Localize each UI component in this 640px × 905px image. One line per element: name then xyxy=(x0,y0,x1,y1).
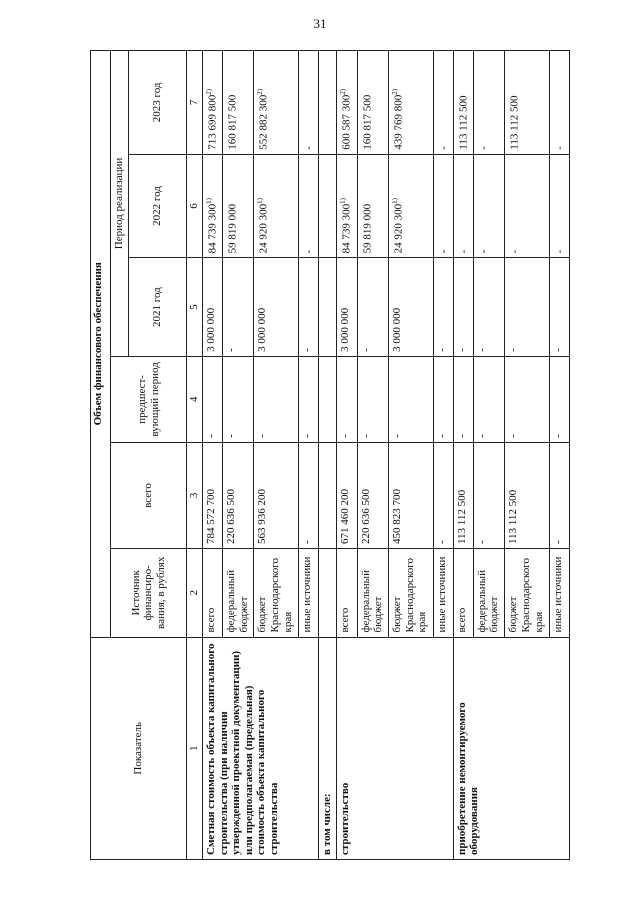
previous-period-cell: - xyxy=(357,356,388,442)
year-2022-cell xyxy=(299,154,319,258)
footnote-mark: 1) xyxy=(391,197,400,204)
year-2022-cell xyxy=(202,154,222,258)
year-2021-cell: - xyxy=(505,258,550,357)
year-2022-cell-value: 59 819 000 xyxy=(361,203,374,254)
year-2021-cell: - xyxy=(473,258,504,357)
total-cell: 220 636 500 xyxy=(222,442,253,548)
year-2022-cell-value: - xyxy=(477,249,490,254)
header-source: Источник финансиро-вания, в рублях xyxy=(110,549,187,637)
source-cell: бюджет Краснодарского края xyxy=(254,549,299,637)
year-2022-cell-value: - xyxy=(302,249,315,254)
year-2023-cell xyxy=(505,51,550,155)
page-number: 31 xyxy=(313,16,327,31)
empty-cell xyxy=(319,154,337,258)
year-2023-cell xyxy=(202,51,222,155)
source-cell: всего xyxy=(337,549,357,637)
footnote-mark: 2) xyxy=(391,88,400,95)
total-cell: - xyxy=(473,442,504,548)
year-2022-cell xyxy=(254,154,299,258)
source-cell: бюджет Краснодарского края xyxy=(389,549,434,637)
year-2023-cell-value: - xyxy=(553,146,566,150)
header-2021: 2021 год xyxy=(129,258,187,357)
year-2023-cell xyxy=(549,51,569,155)
previous-period-cell: - xyxy=(549,356,569,442)
total-cell: - xyxy=(299,442,319,548)
header-previous-period: предшест-вующий период xyxy=(110,356,187,442)
year-2023-cell xyxy=(337,51,357,155)
year-2023-cell xyxy=(222,51,253,155)
year-2022-cell xyxy=(222,154,253,258)
financing-table xyxy=(90,50,570,860)
year-2023-cell-value: 160 817 500 xyxy=(361,94,374,150)
year-2023-cell-value: - xyxy=(437,146,450,150)
year-2023-cell xyxy=(357,51,388,155)
total-cell: - xyxy=(433,442,453,548)
total-cell: 113 112 500 xyxy=(505,442,550,548)
year-2021-cell: 3 000 000 xyxy=(337,258,357,357)
year-2022-cell-value: 24 920 300 xyxy=(392,203,405,254)
previous-period-cell: - xyxy=(222,356,253,442)
construction-group xyxy=(337,51,453,860)
year-2023-cell-value: 713 699 800 xyxy=(206,94,219,150)
table-row xyxy=(202,51,222,860)
header-2022: 2022 год xyxy=(129,154,187,258)
year-2022-cell xyxy=(549,154,569,258)
previous-period-cell: - xyxy=(299,356,319,442)
empty-cell xyxy=(319,549,337,637)
year-2023-cell xyxy=(453,51,473,155)
year-2022-cell-value: 59 819 000 xyxy=(226,203,239,254)
year-2022-cell xyxy=(389,154,434,258)
equipment-group xyxy=(453,51,569,860)
footnote-mark: 2) xyxy=(339,88,348,95)
year-2021-cell: - xyxy=(453,258,473,357)
header-total: всего xyxy=(110,442,187,548)
previous-period-cell: - xyxy=(473,356,504,442)
empty-cell xyxy=(319,51,337,155)
source-cell: иные источники xyxy=(299,549,319,637)
year-2023-cell-value: - xyxy=(302,146,315,150)
col-number: 7 xyxy=(187,51,203,155)
year-2022-cell-value: 84 739 300 xyxy=(341,203,354,254)
year-2021-cell: 3 000 000 xyxy=(254,258,299,357)
estimate-group xyxy=(202,51,318,860)
footnote-mark: 2) xyxy=(256,88,265,95)
year-2022-cell-value: - xyxy=(508,249,521,254)
year-2022-cell xyxy=(505,154,550,258)
year-2023-cell-value: 552 882 300 xyxy=(258,94,271,150)
year-2022-cell xyxy=(433,154,453,258)
year-2022-cell xyxy=(473,154,504,258)
header-implementation-period: Период реализации xyxy=(110,51,128,357)
year-2022-cell xyxy=(453,154,473,258)
previous-period-cell: - xyxy=(453,356,473,442)
previous-period-cell: - xyxy=(202,356,222,442)
header-indicator: Показатель xyxy=(91,637,187,859)
col-number: 3 xyxy=(187,442,203,548)
empty-cell xyxy=(319,442,337,548)
year-2022-cell-value: - xyxy=(553,249,566,254)
year-2023-cell-value: 600 587 300 xyxy=(341,94,354,150)
previous-period-cell: - xyxy=(389,356,434,442)
year-2023-cell xyxy=(254,51,299,155)
col-number: 2 xyxy=(187,549,203,637)
source-cell: федеральный бюджет xyxy=(357,549,388,637)
source-cell: федеральный бюджет xyxy=(222,549,253,637)
year-2022-cell-value: - xyxy=(437,249,450,254)
total-cell: 671 460 200 xyxy=(337,442,357,548)
total-cell: 113 112 500 xyxy=(453,442,473,548)
year-2021-cell: - xyxy=(222,258,253,357)
year-2023-cell-value: - xyxy=(477,146,490,150)
year-2021-cell: 3 000 000 xyxy=(202,258,222,357)
footnote-mark: 1) xyxy=(339,197,348,204)
source-cell: федеральный бюджет xyxy=(473,549,504,637)
year-2022-cell-value: 84 739 300 xyxy=(206,203,219,254)
previous-period-cell: - xyxy=(433,356,453,442)
indicator-cell: приобретение немонтируемого оборудования xyxy=(453,637,569,859)
rotated-table-container xyxy=(90,50,570,860)
total-cell: 784 572 700 xyxy=(202,442,222,548)
previous-period-cell: - xyxy=(254,356,299,442)
year-2022-cell-value: - xyxy=(457,249,470,254)
header-2023: 2023 год xyxy=(129,51,187,155)
including-row xyxy=(319,51,337,860)
col-number: 4 xyxy=(187,356,203,442)
total-cell: 563 936 200 xyxy=(254,442,299,548)
year-2023-cell-value: 439 769 800 xyxy=(392,94,405,150)
source-cell: иные источники xyxy=(549,549,569,637)
year-2022-cell xyxy=(337,154,357,258)
indicator-cell: Сметная стоимость объекта капитального строительства (при наличии утвержденной проектной документации) или предполагаемая (предельная) стоимость объекта капитального строительства xyxy=(202,637,318,859)
source-cell: иные источники xyxy=(433,549,453,637)
year-2022-cell-value: 24 920 300 xyxy=(258,203,271,254)
source-cell: всего xyxy=(202,549,222,637)
year-2023-cell xyxy=(433,51,453,155)
table-row xyxy=(453,51,473,860)
total-cell: 220 636 500 xyxy=(357,442,388,548)
empty-cell xyxy=(319,356,337,442)
col-number: 6 xyxy=(187,154,203,258)
footnote-mark: 1) xyxy=(256,197,265,204)
footnote-mark: 2) xyxy=(204,88,213,95)
year-2023-cell-value: 160 817 500 xyxy=(226,94,239,150)
previous-period-cell: - xyxy=(337,356,357,442)
previous-period-cell: - xyxy=(505,356,550,442)
source-cell: бюджет Краснодарского края xyxy=(505,549,550,637)
year-2022-cell xyxy=(357,154,388,258)
year-2023-cell-value: 113 112 500 xyxy=(508,95,521,150)
year-2021-cell: - xyxy=(299,258,319,357)
col-number: 1 xyxy=(187,637,203,859)
col-number: 5 xyxy=(187,258,203,357)
total-cell: - xyxy=(549,442,569,548)
year-2023-cell xyxy=(473,51,504,155)
year-2021-cell: - xyxy=(549,258,569,357)
indicator-cell: строительство xyxy=(337,637,453,859)
source-cell: всего xyxy=(453,549,473,637)
table-row xyxy=(337,51,357,860)
year-2023-cell xyxy=(389,51,434,155)
year-2021-cell: - xyxy=(433,258,453,357)
empty-cell xyxy=(319,258,337,357)
column-numbers-row xyxy=(187,51,203,860)
header-financing: Объем финансового обеспечения xyxy=(91,51,111,638)
total-cell: 450 823 700 xyxy=(389,442,434,548)
year-2023-cell xyxy=(299,51,319,155)
year-2023-cell-value: 113 112 500 xyxy=(457,95,470,150)
footnote-mark: 1) xyxy=(204,197,213,204)
year-2021-cell: - xyxy=(357,258,388,357)
year-2021-cell: 3 000 000 xyxy=(389,258,434,357)
including-label: в том числе: xyxy=(319,637,337,859)
